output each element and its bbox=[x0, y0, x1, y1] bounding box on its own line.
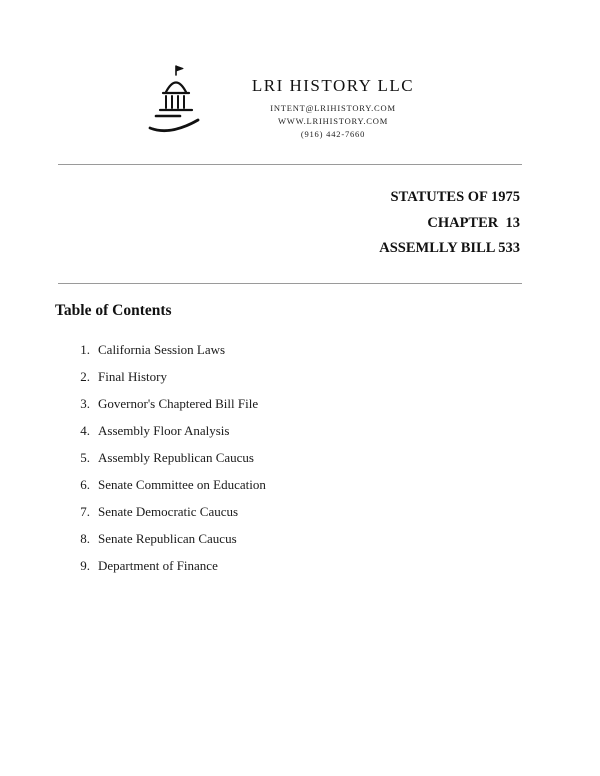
toc-item: Senate Committee on Education bbox=[98, 477, 266, 493]
toc-item: Department of Finance bbox=[98, 558, 218, 574]
toc-item: California Session Laws bbox=[98, 342, 226, 358]
toc-list bbox=[70, 342, 600, 574]
document-info-block bbox=[0, 165, 600, 261]
toc-item: Senate Republican Caucus bbox=[98, 531, 237, 547]
capitol-logo-icon bbox=[140, 62, 210, 140]
statutes-line: STATUTES OF 1975 bbox=[390, 189, 520, 206]
company-website: WWW.LRIHISTORY.COM bbox=[277, 115, 389, 126]
toc-title: Table of Contents bbox=[55, 302, 172, 320]
toc-item: Governor's Chaptered Bill File bbox=[98, 396, 259, 412]
toc-item: Assembly Republican Caucus bbox=[98, 450, 254, 466]
letterhead-contact-block bbox=[228, 62, 438, 140]
company-phone: (916) 442-7660 bbox=[300, 128, 366, 139]
toc-item: Senate Democratic Caucus bbox=[98, 504, 239, 520]
chapter-line: CHAPTER 13 bbox=[427, 214, 520, 231]
assembly-bill-line: ASSEMLLY BILL 533 bbox=[379, 240, 520, 256]
toc-item: Assembly Floor Analysis bbox=[98, 423, 230, 439]
toc-item: Final History bbox=[98, 369, 167, 385]
company-email: INTENT@LRIHISTORY.COM bbox=[270, 103, 396, 113]
letterhead bbox=[140, 62, 600, 140]
company-name: LRI HISTORY LLC bbox=[251, 76, 415, 95]
divider-middle bbox=[58, 283, 522, 284]
